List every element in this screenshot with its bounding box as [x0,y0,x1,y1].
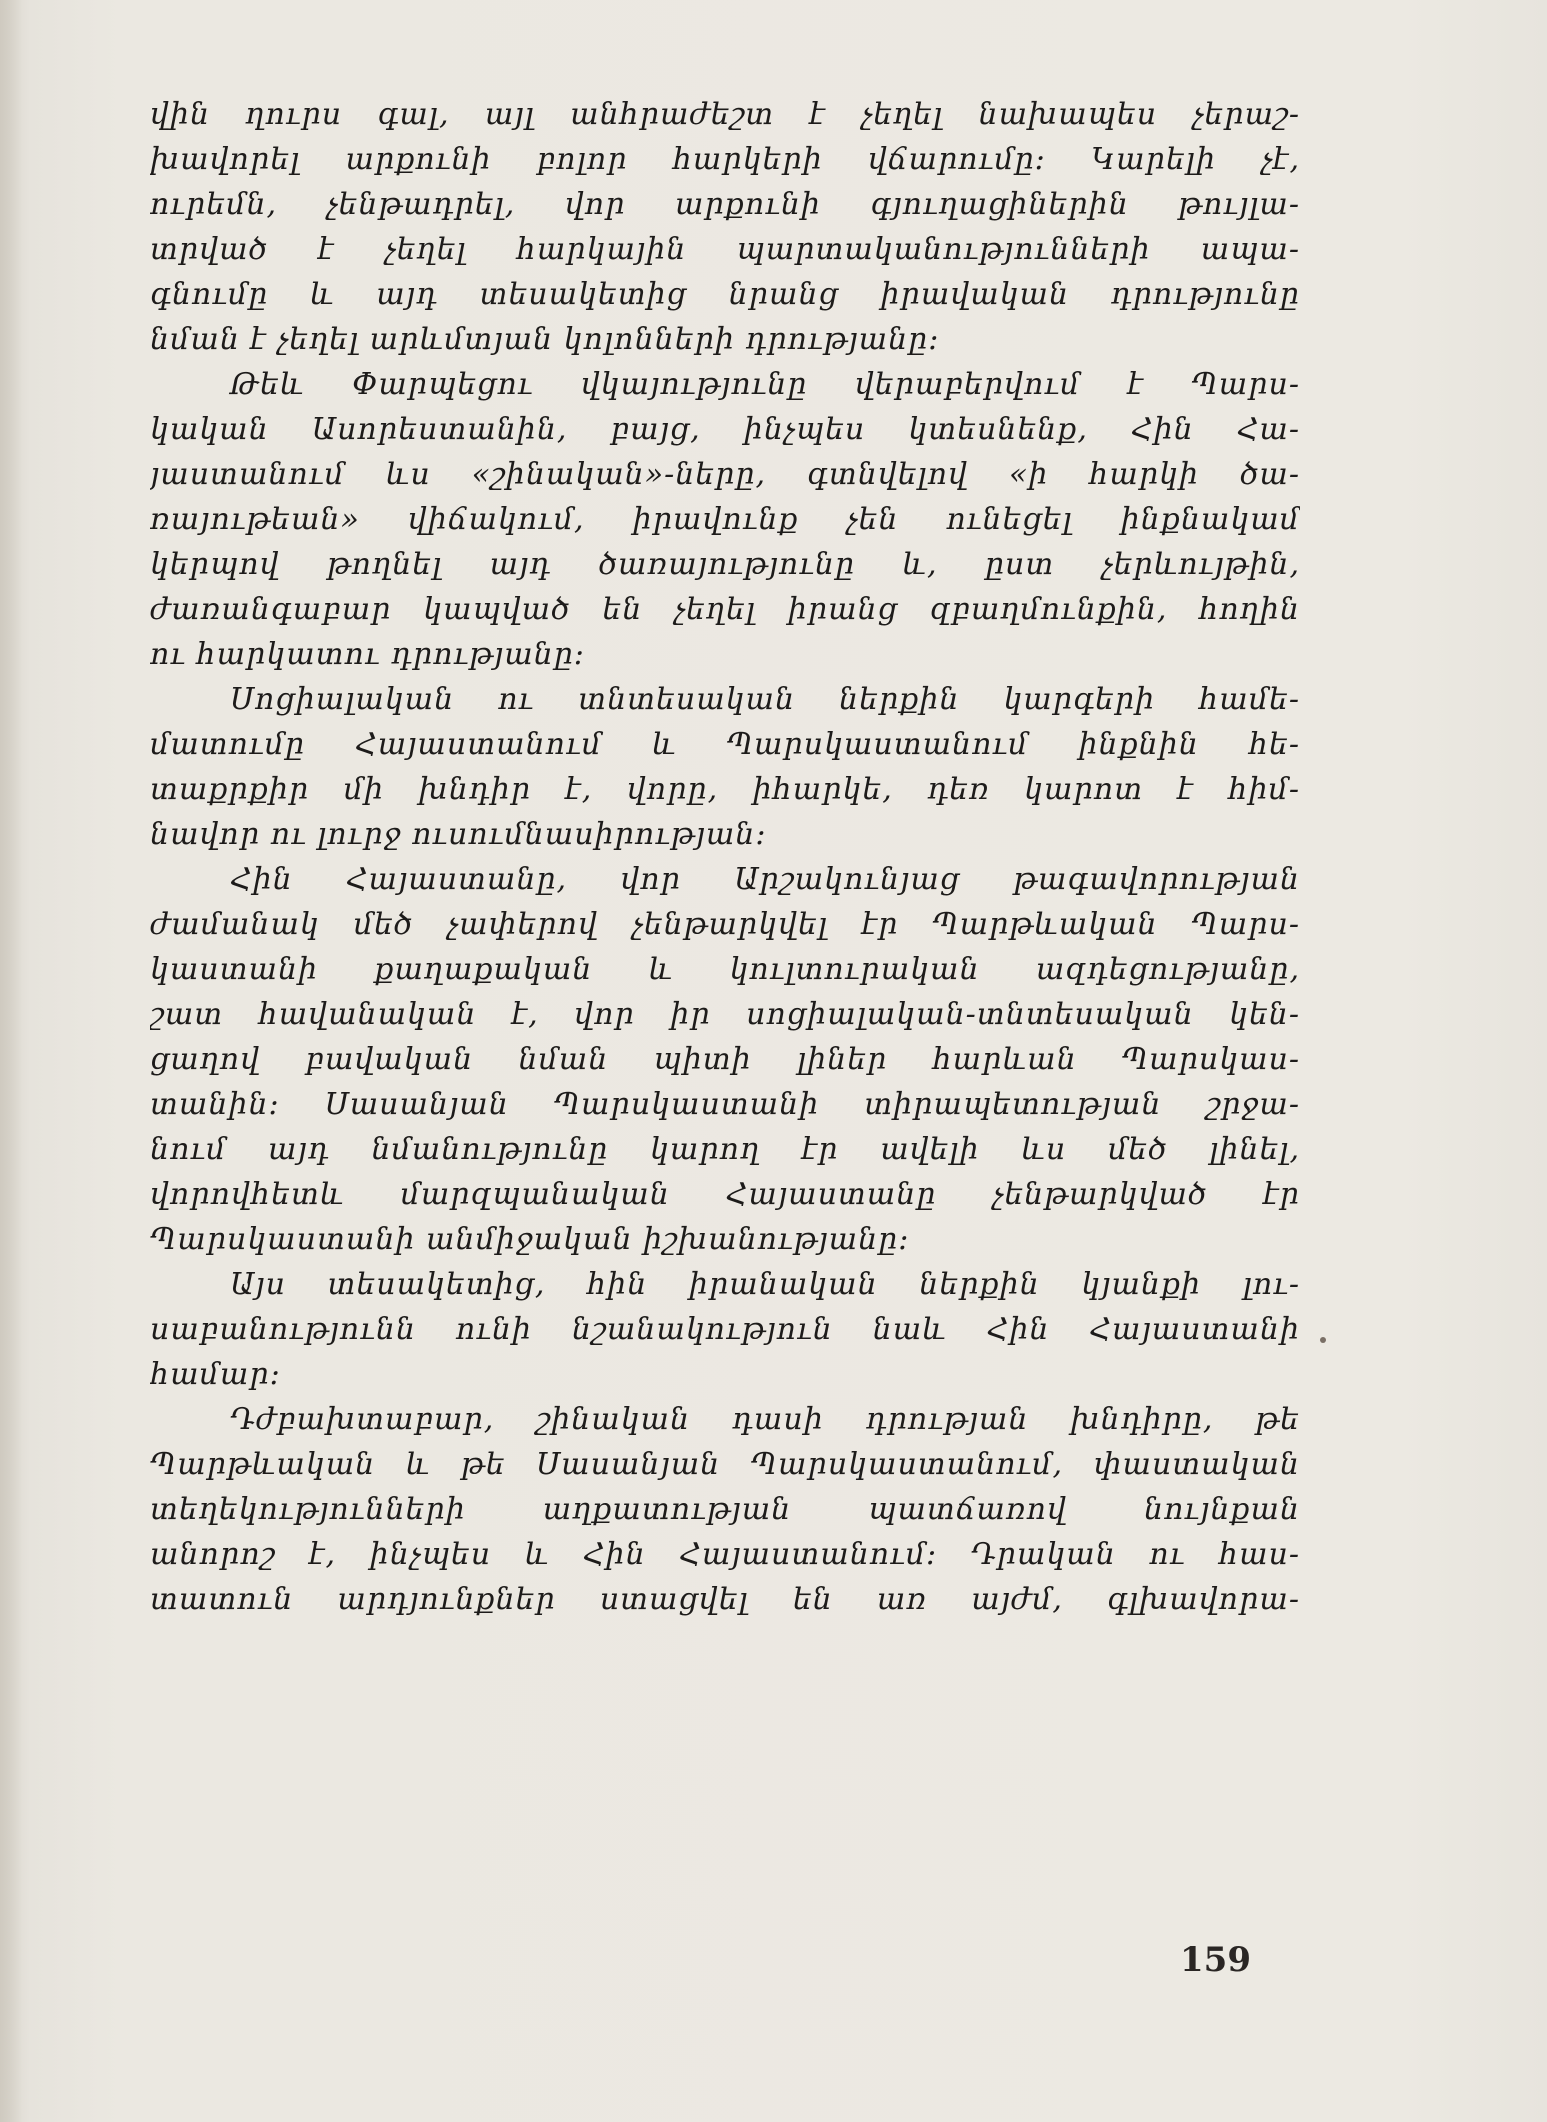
text-line: Թեև Փարպեցու վկայությունը վերաբերվում է Պարս- [230,367,1300,402]
text-line: ուրեմն, չենթադրել, վոր արքունի գյուղացիներին թույլա- [150,187,1300,222]
text-line: Սոցիալական ու տնտեսական ներքին կարգերի համե- [230,682,1300,717]
paragraph-1 [150,92,1300,362]
ink-speck [1320,1337,1326,1343]
text-line: անորոշ է, ինչպես և Հին Հայաստանում։ Դրական ու հաս- [150,1537,1300,1572]
text-line: ռայութեան» վիճակում, իրավունք չեն ունեցել ինքնակամ [150,502,1300,537]
text-line: նավոր ու լուրջ ուսումնասիրության։ [150,817,767,852]
paragraph-6 [150,1397,1300,1622]
text-line: ցաղով բավական նման պիտի լիներ հարևան Պարսկաս- [150,1042,1300,1077]
text-line: ժամանակ մեծ չափերով չենթարկվել էր Պարթևական Պարս- [150,907,1300,942]
text-line: համար։ [150,1357,281,1392]
text-line: Դժբախտաբար, շինական դասի դրության խնդիրը, թե [230,1402,1300,1437]
body-text [150,92,1300,1622]
text-line: վին ղուրս գալ, այլ անհրաժեշտ է չեղել նախապես չերաշ- [150,97,1300,132]
text-line: գնումը և այդ տեսակետից նրանց իրավական դրությունը [150,277,1300,312]
text-line: յաստանում ևս «շինական»-ները, գտնվելով «ի հարկի ծա- [150,457,1300,492]
text-line: կաստանի քաղաքական և կուլտուրական ազդեցությանը, [150,952,1300,987]
text-line: տաքրքիր մի խնդիր է, վորը, իհարկե, դեռ կարոտ է հիմ- [150,772,1300,807]
text-line: մատումը Հայաստանում և Պարսկաստանում ինքնին հե- [150,727,1300,762]
paragraph-2 [150,362,1300,677]
text-line: սաբանությունն ունի նշանակություն նաև Հին Հայաստանի [150,1312,1300,1347]
text-line: տատուն արդյունքներ ստացվել են առ այժմ, գլխավորա- [150,1582,1300,1617]
text-line: ու հարկատու դրությանը։ [150,637,585,672]
paragraph-4 [150,857,1300,1262]
text-line: տեղեկությունների աղքատության պատճառով նույնքան [150,1492,1300,1527]
text-line: շատ հավանական է, վոր իր սոցիալական-տնտեսական կեն- [150,997,1300,1032]
paragraph-3 [150,677,1300,857]
text-line: ժառանգաբար կապված են չեղել իրանց զբաղմունքին, հողին [150,592,1300,627]
text-line: նում այդ նմանությունը կարող էր ավելի ևս մեծ լինել, [150,1132,1300,1167]
binding-edge [0,0,22,2122]
text-line: կերպով թողնել այդ ծառայությունը և, ըստ չերևույթին, [150,547,1300,582]
text-line: Պարսկաստանի անմիջական իշխանությանը։ [150,1222,910,1257]
text-line: տրված է չեղել հարկային պարտականությունների ապա- [150,232,1300,267]
text-line: Պարթևական և թե Սասանյան Պարսկաստանում, փաստական [150,1447,1300,1482]
text-line: Հին Հայաստանը, վոր Արշակունյաց թագավորության [230,862,1300,897]
text-line: Այս տեսակետից, հին իրանական ներքին կյանքի լու- [230,1267,1300,1302]
page-number: 159 [1180,1940,1251,1980]
paragraph-5 [150,1262,1300,1397]
text-line: տանին։ Սասանյան Պարսկաստանի տիրապետության շրջա- [150,1087,1300,1122]
text-line: վորովհետև մարզպանական Հայաստանը չենթարկված էր [150,1177,1300,1212]
text-line: կական Ասորեստանին, բայց, ինչպես կտեսնենք, Հին Հա- [150,412,1300,447]
text-line: խավորել արքունի բոլոր հարկերի վճարումը։ Կարելի չէ, [150,142,1300,177]
text-line: նման է չեղել արևմտյան կոլոնների դրությանը։ [150,322,940,357]
